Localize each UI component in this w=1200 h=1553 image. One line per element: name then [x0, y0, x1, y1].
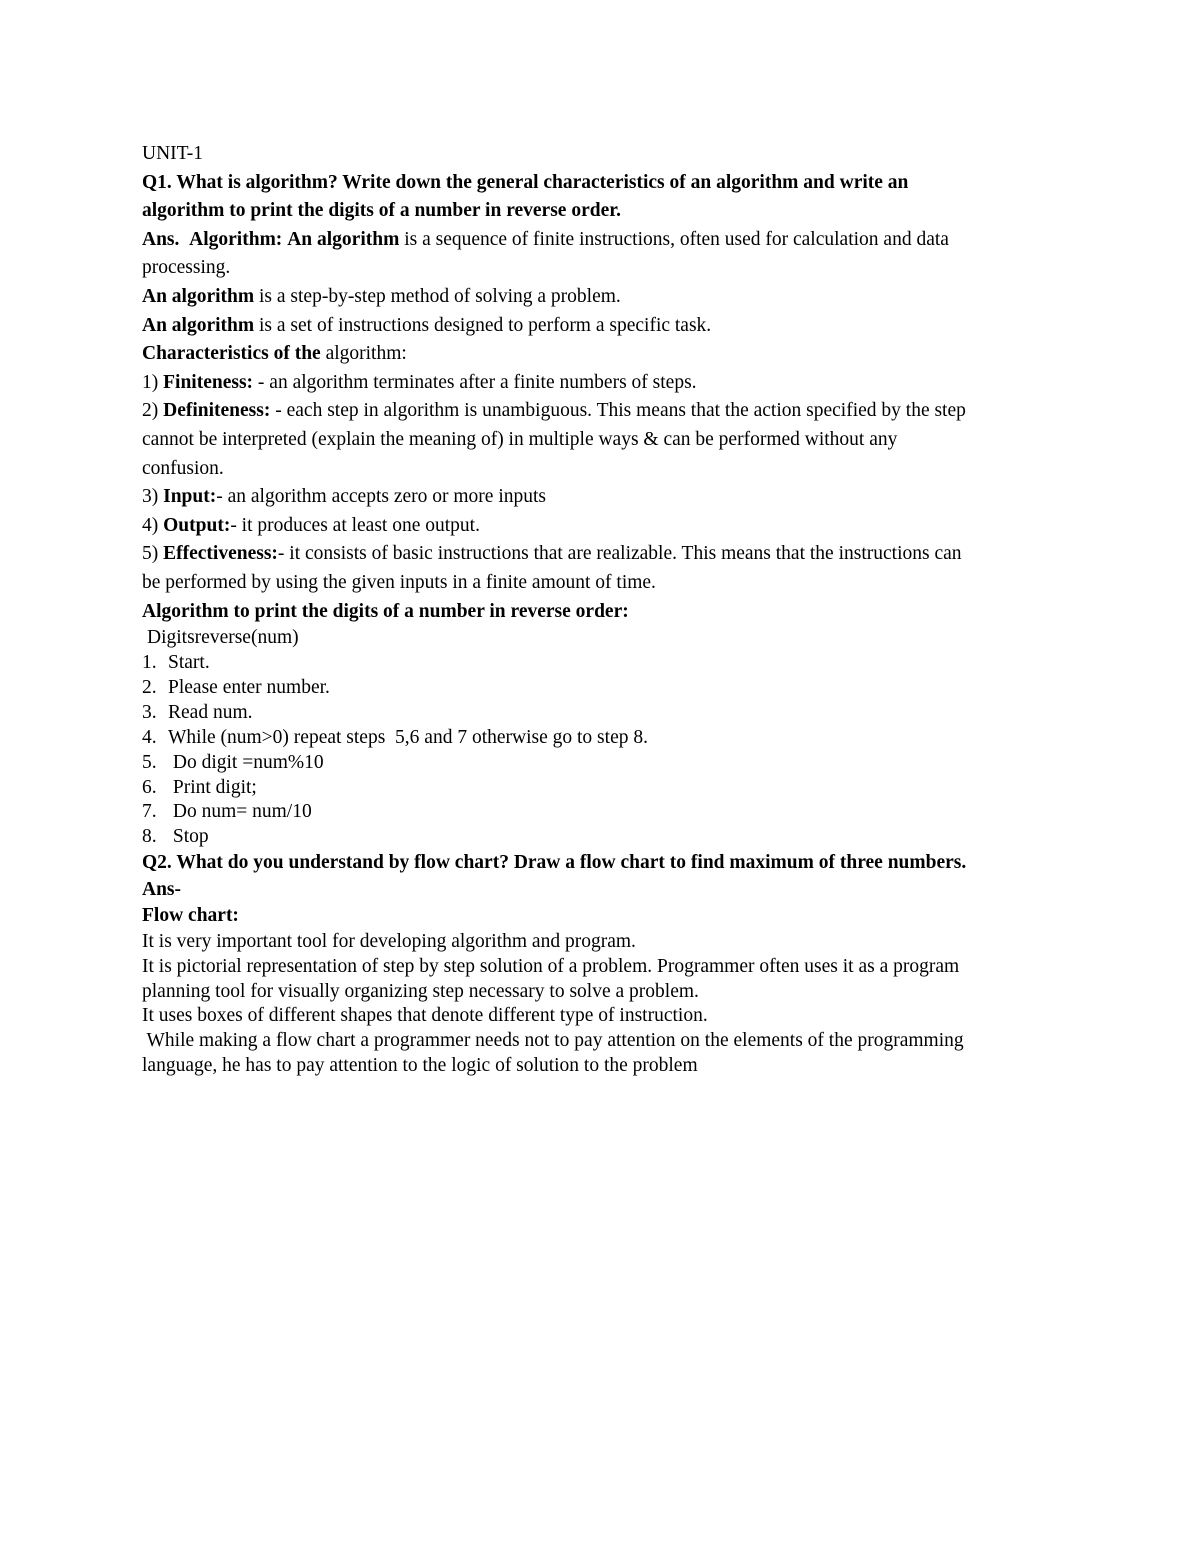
def1-bold: An algorithm: [287, 228, 400, 250]
ans-label: Ans.: [142, 228, 180, 250]
step-num: 7.: [142, 801, 157, 823]
step-2: [142, 676, 1062, 701]
function-name: Digitsreverse(num): [147, 627, 299, 649]
char-num: 5): [142, 543, 159, 565]
flow-line-4: It uses boxes of different shapes that denote different type of instruction.: [142, 1005, 708, 1027]
char-term: Input:: [163, 486, 217, 508]
char-heading-bold: Characteristics of the: [142, 343, 321, 365]
definition-2: [142, 283, 1062, 312]
def3-bold: An algorithm: [142, 314, 255, 336]
char-heading-text: algorithm:: [320, 343, 407, 365]
step-text: Stop: [168, 826, 209, 848]
document-page: [142, 140, 1062, 1079]
step-text: While (num>0) repeat steps 5,6 and 7 otherwise go to step 8.: [168, 726, 648, 748]
step-num: 1.: [142, 652, 157, 673]
characteristic-2-cont1: cannot be interpreted (explain the meaning of) in multiple ways & can be performed without any: [142, 428, 898, 450]
step-text: Print digit;: [168, 776, 257, 798]
flow-chart-heading: Flow chart:: [142, 905, 239, 927]
step-num: 5.: [142, 751, 157, 773]
char-term: Definiteness:: [163, 400, 271, 422]
char-term: Effectiveness:: [163, 543, 278, 565]
algorithm-heading: Algorithm to print the digits of a number in reverse order:: [142, 600, 629, 622]
step-3: [142, 701, 1062, 726]
step-num: 8.: [142, 826, 157, 848]
characteristic-1: [142, 369, 1062, 398]
step-text: Do digit =num%10: [168, 751, 324, 773]
q1-answer-line1: [142, 226, 1062, 255]
char-num: 2): [142, 400, 159, 422]
characteristic-2-cont2: confusion.: [142, 457, 224, 479]
algorithm-steps: [142, 626, 1062, 850]
characteristic-3: [142, 483, 1062, 512]
flow-line-5: While making a flow chart a programmer needs not to pay attention on the elements of the programming: [142, 1030, 964, 1052]
flow-line-1: It is very important tool for developing algorithm and program.: [142, 930, 636, 952]
step-8: [142, 825, 1062, 850]
char-num: 3): [142, 486, 159, 508]
algorithm-label: Algorithm:: [189, 228, 283, 250]
step-1: [142, 651, 1062, 676]
characteristic-4: [142, 512, 1062, 541]
char-term: Finiteness:: [163, 371, 254, 393]
char-desc: - it produces at least one output.: [230, 514, 480, 536]
step-text: Please enter number.: [168, 676, 330, 698]
char-num: 4): [142, 514, 159, 536]
char-desc: - an algorithm accepts zero or more inputs: [216, 486, 547, 508]
step-num: 3.: [142, 701, 157, 723]
characteristics-heading: [142, 340, 1062, 369]
step-num: 6.: [142, 776, 157, 798]
step-7: [142, 800, 1062, 825]
q1-question-line1: Q1. What is algorithm? Write down the general characteristics of an algorithm and write an: [142, 171, 909, 193]
characteristic-5-cont1: be performed by using the given inputs in a finite amount of time.: [142, 571, 656, 593]
characteristic-5: [142, 540, 1062, 569]
step-text: Start.: [168, 652, 210, 673]
def2-text: is a step-by-step method of solving a problem.: [254, 285, 621, 307]
flow-line-6: language, he has to pay attention to the logic of solution to the problem: [142, 1055, 698, 1077]
q2-question: Q2. What do you understand by flow chart? Draw a flow chart to find maximum of three numbers.: [142, 852, 967, 874]
def1-text: is a sequence of finite instructions, often used for calculation and data: [399, 228, 949, 250]
definition-3: [142, 312, 1062, 341]
step-4: [142, 726, 1062, 751]
characteristic-2: [142, 397, 1062, 426]
q2-ans-label: Ans-: [142, 878, 182, 900]
step-text: Do num= num/10: [168, 801, 312, 823]
step-5: [142, 751, 1062, 776]
char-desc: - each step in algorithm is unambiguous. This means that the action specified by the step: [270, 400, 966, 422]
def3-text: is a set of instructions designed to perform a specific task.: [254, 314, 712, 336]
char-term: Output:: [163, 514, 231, 536]
step-6: [142, 776, 1062, 801]
step-num: 4.: [142, 726, 157, 748]
unit-heading: UNIT-1: [142, 143, 204, 164]
char-num: 1): [142, 371, 159, 393]
char-desc: - it consists of basic instructions that are realizable. This means that the instructions can: [277, 543, 962, 565]
flow-chart-body: [142, 930, 1062, 1079]
def2-bold: An algorithm: [142, 285, 255, 307]
flow-line-3: planning tool for visually organizing step necessary to solve a problem.: [142, 980, 699, 1002]
char-desc: - an algorithm terminates after a finite numbers of steps.: [253, 371, 697, 393]
flow-line-2: It is pictorial representation of step by step solution of a problem. Programmer often uses it as a program: [142, 955, 960, 977]
step-text: Read num.: [168, 701, 253, 723]
q1-question-line2: algorithm to print the digits of a number in reverse order.: [142, 200, 621, 222]
step-num: 2.: [142, 676, 157, 698]
q1-answer-line2: processing.: [142, 257, 231, 279]
